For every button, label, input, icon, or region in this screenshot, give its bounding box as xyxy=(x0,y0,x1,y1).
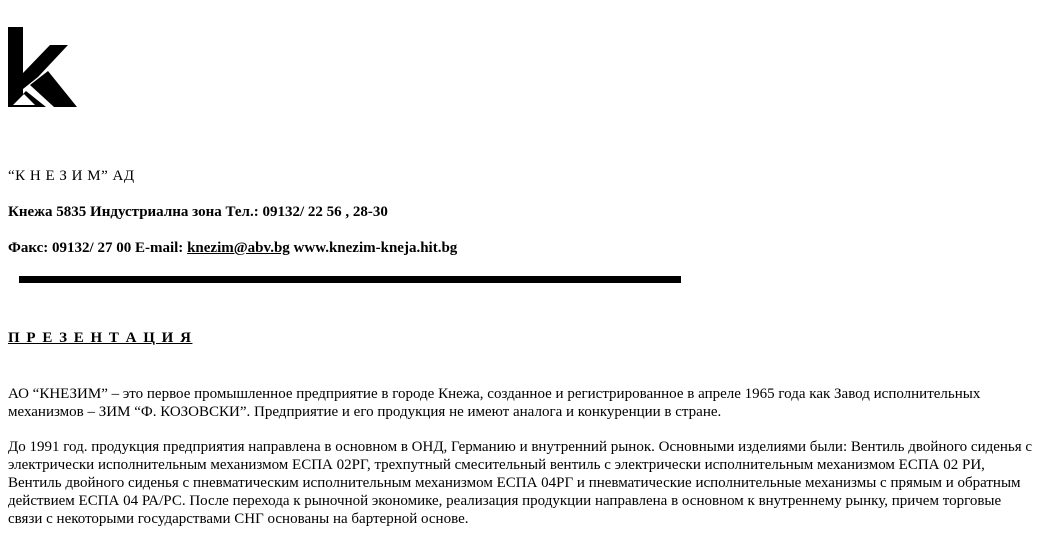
address-line: Кнежа 5835 Индустриална зона Тел.: 09132/ 22 56 , 28-30 xyxy=(8,204,388,220)
paragraph-history: До 1991 год. продукция предприятия направлена в основном в ОНД, Германию и внутренний рынок. Основными изделиями были: Вентиль двойного сиденья с электрически исполнительным механизмом ЕСПА 02РГ, трехпутный смесительный вентиль с электрически исполнительным механизмом ЕСПА 02 РИ, Вентиль двойного сиденья с пневматическим исполнительным механизмом ЕСПА 04РГ и пневматические исполнительные механизмы с прямым и обратным действием ЕСПА 04 РА/РС. После перехода к рыночной экономике, реализация продукции направлена в основном к внутреннему рынку, причем торговые связи с некоторыми государствами СНГ основаны на бартерной основе. xyxy=(8,439,1033,527)
horizontal-rule xyxy=(19,276,681,283)
email-link[interactable]: knezim@abv.bg xyxy=(187,240,290,256)
section-title: П Р Е З Е Н Т А Ц И Я xyxy=(8,330,193,346)
company-logo xyxy=(8,27,77,107)
contact-line xyxy=(8,240,457,257)
fax-label: Факс: 09132/ 27 00 E-mail: xyxy=(8,240,188,256)
paragraph-intro: АО “КНЕЗИМ” – это первое промышленное предприятие в городе Кнежа, созданное и регистрированное в апреле 1965 года как Завод исполнительных механизмов – ЗИМ “Ф. КОЗОВСКИ”. Предприятие и его продукция не имеют аналога и конкуренции в стране. xyxy=(8,386,981,420)
company-name: “К Н Е З И М” АД xyxy=(8,168,135,184)
website-text: www.knezim-kneja.hit.bg xyxy=(289,240,458,256)
